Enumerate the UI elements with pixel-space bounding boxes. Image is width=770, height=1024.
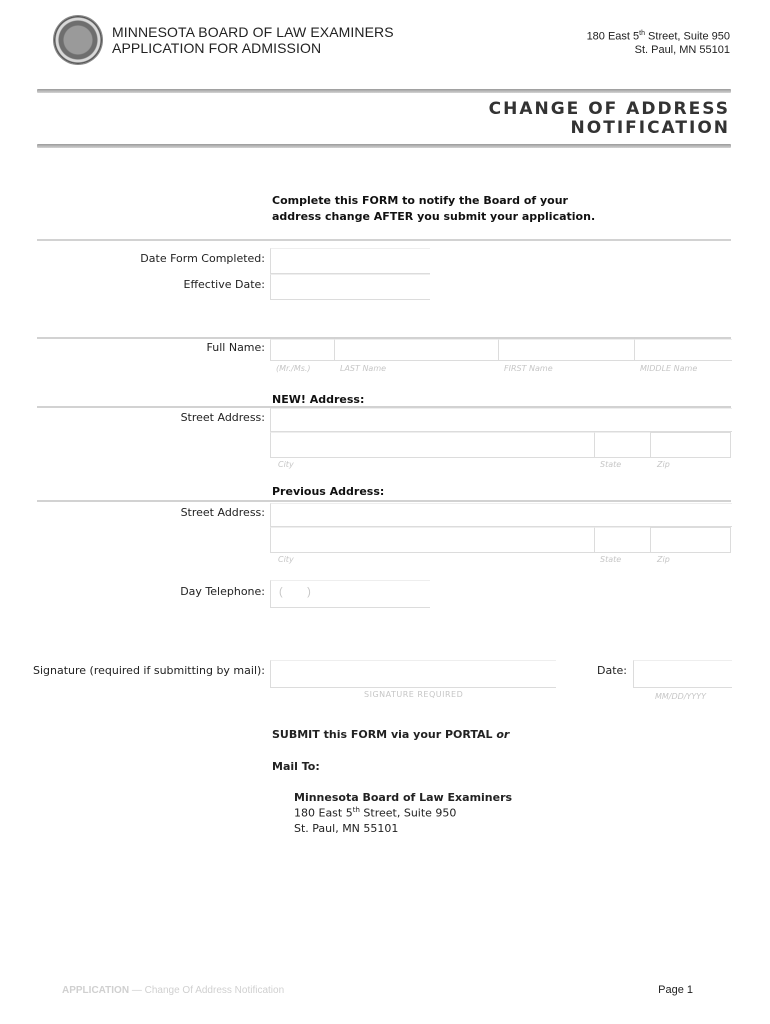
mail-address-name: Minnesota Board of Law Examiners — [294, 791, 513, 804]
prev-city-field[interactable] — [270, 527, 594, 553]
title-bar-top — [37, 89, 731, 93]
state-seal-icon — [54, 16, 102, 64]
first-name-field[interactable] — [498, 339, 634, 361]
first-name-hint: FIRST Name — [504, 364, 553, 373]
mail-address-city: St. Paul, MN 55101 — [294, 822, 399, 835]
mail-to-label: Mail To: — [272, 760, 320, 773]
mail-address-street: 180 East 5th Street, Suite 950 — [294, 806, 457, 820]
page-number: Page 1 — [658, 984, 693, 996]
form-title-line1: CHANGE OF ADDRESS — [488, 99, 730, 119]
application-subtitle: APPLICATION FOR ADMISSION — [112, 40, 322, 56]
header-address-city: St. Paul, MN 55101 — [634, 44, 730, 56]
header-address-street: 180 East 5th Street, Suite 950 — [586, 30, 730, 43]
new-zip-field[interactable] — [650, 432, 731, 458]
middle-name-field[interactable] — [634, 339, 732, 361]
signature-date-field[interactable] — [633, 660, 732, 688]
effective-date-field[interactable] — [270, 274, 430, 300]
footer-doc-label: APPLICATION — Change Of Address Notification — [62, 985, 285, 996]
prev-state-hint: State — [600, 555, 622, 564]
prev-state-field[interactable] — [594, 527, 650, 553]
org-name: MINNESOTA BOARD OF LAW EXAMINERS — [112, 24, 394, 40]
section-divider — [37, 500, 731, 502]
signature-hint: SIGNATURE REQUIRED — [364, 690, 464, 699]
date-completed-label: Date Form Completed: — [140, 252, 265, 265]
name-title-field[interactable] — [270, 339, 334, 361]
prev-zip-field[interactable] — [650, 527, 731, 553]
middle-name-hint: MIDDLE Name — [640, 364, 698, 373]
new-state-field[interactable] — [594, 432, 650, 458]
effective-date-label: Effective Date: — [183, 278, 265, 291]
section-divider — [37, 239, 731, 241]
day-telephone-label: Day Telephone: — [180, 585, 265, 598]
phone-area-code-placeholder: ( ) — [279, 586, 311, 598]
title-bar-bottom — [37, 144, 731, 148]
new-address-heading: NEW! Address: — [272, 393, 365, 406]
prev-street-address-label: Street Address: — [180, 506, 265, 519]
intro-line2: address change AFTER you submit your application. — [272, 210, 596, 223]
prev-city-hint: City — [278, 555, 294, 564]
day-telephone-field[interactable] — [270, 580, 430, 608]
form-title-line2: NOTIFICATION — [570, 118, 730, 138]
last-name-hint: LAST Name — [340, 364, 387, 373]
new-street-address-label: Street Address: — [180, 411, 265, 424]
signature-date-hint: MM/DD/YYYY — [655, 692, 707, 701]
new-street-address-field[interactable] — [270, 408, 732, 432]
signature-date-label: Date: — [597, 664, 627, 677]
full-name-label: Full Name: — [206, 341, 265, 354]
signature-field[interactable] — [270, 660, 556, 688]
last-name-field[interactable] — [334, 339, 498, 361]
previous-address-heading: Previous Address: — [272, 485, 385, 498]
date-completed-field[interactable] — [270, 248, 430, 274]
submit-instruction: SUBMIT this FORM via your PORTAL or — [272, 728, 510, 741]
signature-label: Signature (required if submitting by mail): — [32, 664, 265, 677]
name-title-hint: (Mr./Ms.) — [276, 364, 311, 373]
new-zip-hint: Zip — [657, 460, 670, 469]
intro-line1: Complete this FORM to notify the Board of your — [272, 194, 568, 207]
new-state-hint: State — [600, 460, 622, 469]
new-city-hint: City — [278, 460, 294, 469]
new-city-field[interactable] — [270, 432, 594, 458]
prev-street-address-field[interactable] — [270, 503, 732, 527]
prev-zip-hint: Zip — [657, 555, 670, 564]
